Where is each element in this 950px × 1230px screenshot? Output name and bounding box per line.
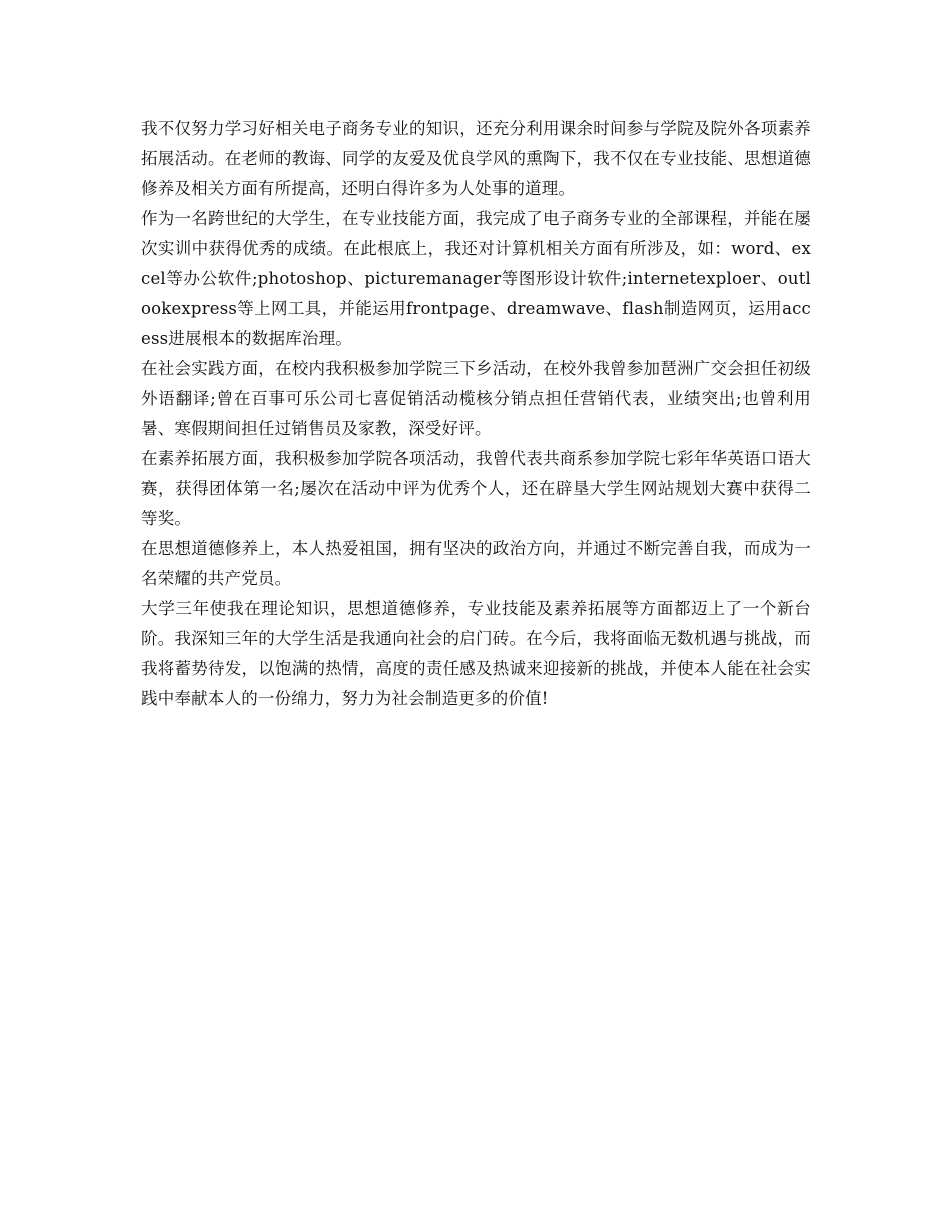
paragraph-moral-cultivation: 在思想道德修养上，本人热爱祖国，拥有坚决的政治方向，并通过不断完善自我，而成为一名荣耀的共产党员。 [141, 539, 811, 588]
paragraph-social-practice: 在社会实践方面，在校内我积极参加学院三下乡活动，在校外我曾参加琶洲广交会担任初级外语翻译;曾在百事可乐公司七喜促销活动榄核分销点担任营销代表，业绩突出;也曾利用暑、寒假期间担任过销售员及家教，深受好评。 [141, 359, 811, 438]
paragraph-quality-development: 在素养拓展方面，我积极参加学院各项活动，我曾代表共商系参加学院七彩年华英语口语大赛，获得团体第一名;屡次在活动中评为优秀个人，还在辟垦大学生网站规划大赛中获得二等奖。 [141, 449, 811, 528]
paragraph-professional-skills: 作为一名跨世纪的大学生，在专业技能方面，我完成了电子商务专业的全部课程，并能在屡次实训中获得优秀的成绩。在此根底上，我还对计算机相关方面有所涉及，如：word、excel等办公软件;photoshop、picturemanager等图形设计软件;internetexploer、outlookexpress等上网工具，并能运用frontpage、dreamwave、flash制造网页，运用access进展根本的数据库治理。 [141, 209, 811, 348]
document-body [141, 114, 811, 714]
paragraph-study: 我不仅努力学习好相关电子商务专业的知识，还充分利用课余时间参与学院及院外各项素养拓展活动。在老师的教诲、同学的友爱及优良学风的熏陶下，我不仅在专业技能、思想道德修养及相关方面有所提高，还明白得许多为人处事的道理。 [141, 119, 811, 198]
paragraph-summary: 大学三年使我在理论知识，思想道德修养，专业技能及素养拓展等方面都迈上了一个新台阶。我深知三年的大学生活是我通向社会的启门砖。在今后，我将面临无数机遇与挑战，而我将蓄势待发，以饱满的热情，高度的责任感及热诚来迎接新的挑战，并使本人能在社会实践中奉献本人的一份绵力，努力为社会制造更多的价值! [141, 599, 811, 708]
